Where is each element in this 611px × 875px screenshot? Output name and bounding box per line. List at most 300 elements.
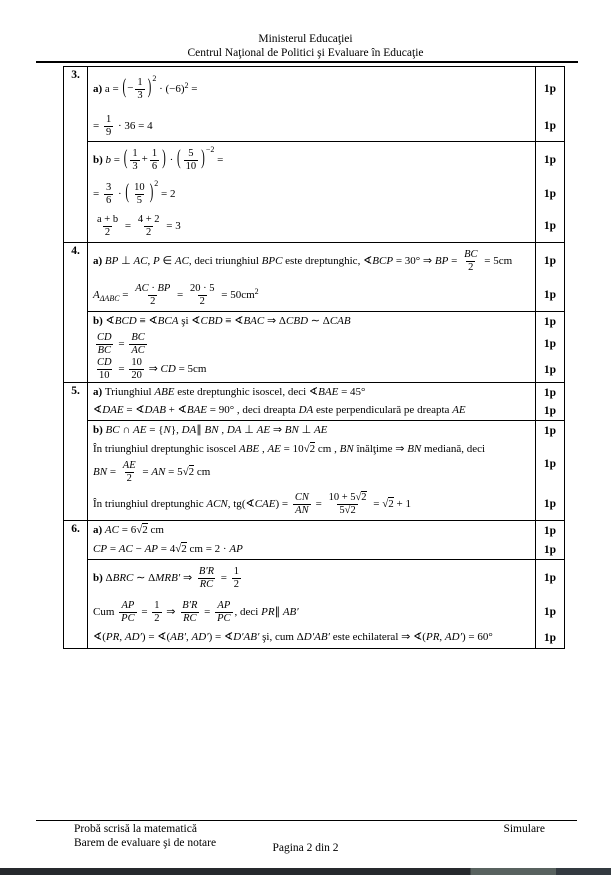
text: = 90° , deci dreapta	[207, 404, 299, 417]
math-variable: B′R	[198, 565, 215, 577]
sqrt: √2	[175, 542, 187, 555]
math-variable: RC	[199, 578, 214, 590]
problem-row	[64, 520, 564, 648]
text: =	[139, 466, 152, 479]
superscript: 2	[184, 80, 189, 90]
text: ⇒	[163, 605, 179, 618]
fraction: $\frac{AE}{2}$	[122, 460, 136, 484]
text: ⇒	[270, 423, 285, 436]
text: ) = ∢	[208, 631, 234, 644]
text: ) = ∢(	[141, 631, 171, 644]
math-variable: BP	[157, 282, 171, 294]
math-variable: AB′	[170, 631, 187, 644]
points-value: 1p	[543, 606, 557, 618]
math-variable: ABE	[239, 443, 260, 456]
sqrt: √2	[355, 491, 367, 503]
text: este perpendiculară pe dreapta	[313, 404, 453, 417]
points-value: 1p	[543, 83, 557, 95]
points-column	[535, 312, 564, 382]
math-variable: BN	[204, 423, 219, 436]
text: cm	[147, 523, 164, 536]
math-variable: DAB	[144, 404, 166, 417]
text-bold: b)	[93, 153, 106, 166]
text: ∼ Δ	[133, 571, 156, 584]
points-value: 1p	[543, 363, 557, 376]
math-variable: AN	[295, 504, 309, 516]
points-value: 1p	[543, 458, 557, 470]
text: =	[201, 605, 214, 618]
solution-content	[88, 521, 535, 559]
sqrt: √2	[182, 466, 195, 479]
solution-line	[88, 540, 535, 559]
math-variable: AD′	[444, 631, 462, 644]
math-variable: BN	[284, 423, 299, 436]
text: cm = 2 ·	[186, 542, 230, 555]
text: În triunghiul dreptunghic isoscel	[93, 443, 240, 456]
text-bold: a)	[93, 523, 105, 536]
math-variable: CBD	[200, 314, 223, 327]
problem-row	[64, 242, 564, 382]
text: ·	[166, 153, 176, 166]
text: = {	[146, 423, 164, 436]
math-variable: CAB	[329, 314, 351, 327]
math-variable: DAE	[102, 404, 124, 417]
text: ,	[218, 423, 227, 436]
text: + ∢	[165, 404, 187, 417]
text: =	[111, 153, 123, 166]
fraction: $\frac{1}{2}$	[233, 565, 240, 590]
math-variable: BC	[97, 344, 111, 356]
math-variable: P	[153, 254, 160, 267]
text: =	[448, 254, 461, 267]
text: ·	[148, 282, 158, 294]
text: =	[107, 466, 119, 479]
points-column	[535, 521, 564, 559]
solution-line	[88, 279, 535, 311]
points-column	[535, 383, 564, 420]
fraction: $\frac{CD}{10}$	[97, 357, 112, 381]
math-variable: BRC	[112, 571, 134, 584]
text: 5	[339, 504, 345, 516]
text: ) =	[275, 497, 291, 510]
solution-line	[88, 210, 535, 242]
solution-line	[88, 440, 535, 488]
text: înălţime ⇒	[353, 443, 408, 456]
footer-line1	[74, 823, 545, 835]
math-variable: CD	[160, 363, 176, 376]
text: =	[138, 605, 151, 618]
text-bold: a)	[93, 82, 105, 95]
text: ,	[259, 443, 268, 456]
text: =	[93, 187, 102, 200]
math-variable: AE	[267, 443, 281, 456]
fraction	[293, 492, 311, 517]
header-rule	[36, 61, 578, 63]
math-variable: CAE	[254, 497, 276, 510]
text-bold: a)	[93, 254, 105, 267]
solution-line	[88, 142, 535, 178]
points-value: 1p	[543, 220, 557, 232]
fraction	[215, 600, 232, 625]
math-variable: PR	[261, 605, 275, 618]
text: =	[107, 542, 119, 555]
text: ≡ ∢	[136, 314, 158, 327]
text: (∢	[241, 497, 255, 510]
bottom-scan-bar	[0, 868, 611, 875]
math-variable: CD	[97, 357, 112, 369]
text: =	[370, 497, 383, 510]
text: este echilateral ⇒ ∢(	[329, 631, 426, 644]
solution-blocks	[88, 521, 564, 648]
fraction: $\frac{5}{10}$	[185, 147, 197, 172]
text: şi ∢	[178, 314, 201, 327]
math-variable: b	[105, 153, 112, 166]
text: este dreptunghic isoscel, deci ∢	[174, 385, 319, 398]
fraction: $\frac{1}{3}$	[132, 147, 138, 172]
text: a =	[104, 82, 122, 95]
text: = 45°	[338, 385, 366, 398]
problem-row	[64, 382, 564, 520]
points-column	[535, 142, 564, 242]
text: ,	[119, 631, 125, 644]
points-value: 1p	[543, 289, 557, 301]
math-variable: CBD	[286, 314, 309, 327]
text: Triunghiul	[104, 385, 155, 398]
math-variable: CP	[93, 542, 108, 555]
math-variable: BC	[105, 423, 120, 436]
math-variable: PR	[105, 631, 120, 644]
math-variable: B′R	[182, 599, 198, 611]
math-variable: BAE	[186, 404, 208, 417]
text: = 6	[118, 523, 137, 536]
math-variable: AC	[131, 344, 145, 356]
points-value: 1p	[543, 632, 557, 644]
solution-content	[88, 383, 535, 420]
text: ,	[147, 254, 154, 267]
points-value: 1p	[543, 572, 557, 584]
text: =	[214, 153, 224, 166]
math-variable: A	[93, 288, 100, 301]
math-variable: BP	[104, 254, 119, 267]
solution-line	[88, 331, 535, 357]
points-column	[535, 67, 564, 141]
points-value: 1p	[543, 338, 557, 350]
text-bold: b)	[93, 571, 106, 584]
text: ∢	[105, 314, 115, 327]
math-variable: PC	[217, 612, 231, 624]
math-variable: BCP	[372, 254, 394, 267]
points-value: 1p	[543, 524, 557, 537]
text: ⇒	[145, 363, 161, 376]
points-value: 1p	[543, 255, 557, 267]
center-title: Centrul Naţional de Politici şi Evaluare în Educaţie	[187, 47, 424, 59]
text: ∩	[119, 423, 134, 436]
text: =	[218, 571, 230, 584]
math-variable: ACN	[206, 497, 228, 510]
text: , tg	[227, 497, 242, 510]
math-variable: AP	[121, 599, 135, 611]
math-variable: BC	[131, 331, 145, 343]
problem-number: 3.	[64, 67, 88, 242]
text: ⇒	[180, 571, 195, 584]
solution-line	[88, 596, 535, 628]
text: = 5	[165, 466, 183, 479]
solution-content	[88, 67, 535, 141]
text: , deci	[234, 605, 262, 618]
fraction: $\frac{1}{3}$	[137, 76, 143, 101]
text: ⇒ Δ	[264, 314, 287, 327]
points-value: 1p	[543, 315, 557, 328]
text: = ∢	[123, 404, 145, 417]
text: −	[127, 82, 134, 95]
math-variable: AP	[229, 542, 243, 555]
fraction	[180, 600, 199, 625]
text: ) = 60°	[462, 631, 493, 644]
math-variable: CN	[294, 491, 309, 503]
fraction	[129, 332, 146, 357]
sqrt: √2	[136, 523, 148, 536]
math-variable: AC	[133, 254, 148, 267]
subscript: ΔABC	[99, 293, 120, 303]
solution-line	[88, 111, 535, 141]
points-column	[535, 243, 564, 311]
math-variable: AP	[217, 599, 231, 611]
points-column	[535, 421, 564, 520]
math-variable: AD′	[191, 631, 209, 644]
math-variable: AP	[144, 542, 159, 555]
text: ,	[439, 631, 445, 644]
math-variable: RC	[183, 612, 197, 624]
problem-number: 4.	[64, 243, 88, 382]
points-column	[535, 560, 564, 648]
solution-line	[88, 488, 535, 520]
solution-block	[88, 559, 564, 648]
text: ∢	[93, 404, 103, 417]
text: = 2	[158, 187, 176, 200]
points-value: 1p	[543, 386, 557, 399]
fraction: $\frac{10}{5}$	[134, 181, 145, 206]
math-variable: DA	[181, 423, 197, 436]
paren-group: ( $\frac{1}{3}$ + $\frac{1}{6}$ )	[123, 146, 166, 172]
solution-line	[88, 243, 535, 279]
text: =	[122, 219, 134, 232]
points-value: 1p	[543, 498, 557, 510]
solution-line	[88, 67, 535, 111]
fraction: $\frac{1}{9}$	[105, 113, 112, 138]
text: },	[170, 423, 182, 436]
math-variable: BAE	[318, 385, 339, 398]
paren-group: ( $\frac{5}{10}$ ) $^{-2}$	[176, 144, 215, 172]
solution-blocks	[88, 383, 564, 520]
fraction: $\frac{a + b}{2}$	[97, 213, 119, 238]
problem-number: 5.	[64, 383, 88, 520]
text: =	[312, 497, 325, 510]
points-value: 1p	[543, 543, 557, 556]
math-variable: AC	[174, 254, 189, 267]
text: În triunghiul dreptunghic	[93, 497, 207, 510]
math-variable: AE	[313, 423, 328, 436]
fraction: $\frac{4 + 2}{2}$	[137, 213, 160, 238]
superscript: 2	[254, 286, 259, 296]
solution-blocks	[88, 243, 564, 382]
text-bold: b)	[93, 314, 106, 327]
solution-line	[88, 178, 535, 210]
math-variable: AE	[133, 423, 147, 436]
math-variable: AN	[151, 466, 166, 479]
math-variable: D′AB′	[233, 631, 260, 644]
points-value: 1p	[543, 188, 557, 200]
text: ≡ ∢	[222, 314, 244, 327]
math-variable: AC	[104, 523, 119, 536]
solution-block	[88, 521, 564, 559]
text: Δ	[105, 571, 113, 584]
math-variable: AC	[135, 282, 149, 294]
points-value: 1p	[543, 120, 557, 132]
solution-content	[88, 142, 535, 242]
text: =	[174, 288, 186, 301]
problem-row	[64, 67, 564, 242]
math-variable: CD	[97, 331, 112, 343]
text: ∼ Δ	[308, 314, 330, 327]
solution-block	[88, 383, 564, 420]
math-variable: BP	[434, 254, 449, 267]
text: · 36 = 4	[115, 119, 153, 132]
fraction: $\frac{BC}{2}$	[464, 248, 478, 273]
math-variable: BN	[93, 466, 108, 479]
text: ⊥	[118, 254, 134, 267]
fraction: $\frac{1}{2}$	[154, 599, 160, 624]
text: ∥	[196, 423, 205, 436]
solution-line	[88, 521, 535, 540]
paren-group: ( $\frac{10}{5}$ ) $^2$	[125, 178, 159, 206]
math-variable: BPC	[261, 254, 283, 267]
math-variable: MRB′	[155, 571, 181, 584]
text: +	[141, 153, 148, 166]
scoring-table	[63, 66, 565, 649]
text: = 10	[280, 443, 304, 456]
solution-line	[88, 560, 535, 596]
problem-number: 6.	[64, 521, 88, 648]
solution-content	[88, 560, 535, 648]
points-value: 1p	[543, 424, 557, 437]
text: =	[93, 119, 102, 132]
solution-line	[88, 421, 535, 440]
text: = 5cm	[481, 254, 513, 267]
math-variable: DA	[226, 423, 242, 436]
text: ⊥	[241, 423, 257, 436]
fraction	[119, 600, 136, 625]
text: ·	[115, 187, 125, 200]
fraction: $\frac{3}{6}$	[105, 181, 112, 206]
text: 10 + 5	[328, 491, 356, 503]
document-header	[0, 32, 611, 60]
math-variable: D′AB′	[303, 631, 330, 644]
solution-line	[88, 402, 535, 420]
math-variable: AE	[122, 460, 136, 472]
text: =	[115, 337, 128, 350]
fraction	[95, 332, 114, 357]
math-variable: ABE	[154, 385, 175, 398]
text: este dreptunghic, ∢	[282, 254, 373, 267]
math-variable: BN	[407, 443, 422, 456]
fraction	[197, 566, 216, 591]
math-variable: PC	[121, 612, 135, 624]
page-number: Pagina 2 din 2	[272, 842, 339, 854]
text: = 4	[158, 542, 176, 555]
footer-exam-name: Probă scrisă la matematică	[74, 823, 197, 835]
solution-content	[88, 421, 535, 520]
footer-session: Simulare	[503, 823, 545, 835]
solution-block	[88, 311, 564, 382]
solution-block	[88, 243, 564, 311]
math-variable: DA	[298, 404, 314, 417]
math-variable: BCD	[114, 314, 137, 327]
math-variable: BC	[464, 248, 478, 260]
math-variable: AE	[256, 423, 271, 436]
fraction: $\frac{20 \cdot 5}{2}$	[189, 282, 215, 307]
text: ∢(	[93, 631, 106, 644]
math-variable: AD′	[124, 631, 142, 644]
points-value: 1p	[543, 405, 557, 417]
text-bold: b)	[93, 423, 106, 436]
solution-line	[88, 628, 535, 648]
text: =	[188, 82, 198, 95]
text: mediană, deci	[421, 443, 486, 456]
fraction: $\frac{1}{6}$	[151, 147, 158, 172]
solution-content	[88, 312, 535, 382]
math-variable: BCA	[157, 314, 179, 327]
text: , deci triunghiul	[188, 254, 262, 267]
text: ⊥	[298, 423, 314, 436]
text: = 5cm	[175, 363, 207, 376]
math-variable: PR	[425, 631, 440, 644]
footer-rule	[36, 820, 577, 821]
text: = 50cm	[218, 288, 255, 301]
math-variable: N	[163, 423, 171, 436]
solution-block	[88, 67, 564, 141]
solution-line	[88, 383, 535, 402]
math-variable: AE	[452, 404, 466, 417]
solution-line	[88, 312, 535, 331]
math-variable: AB′	[282, 605, 299, 618]
fraction	[327, 492, 369, 517]
text: ∈	[159, 254, 175, 267]
text: + 1	[393, 497, 412, 510]
text: şi, cum Δ	[259, 631, 304, 644]
sqrt: √2	[344, 504, 356, 516]
math-variable: BN	[339, 443, 354, 456]
math-variable: BAC	[243, 314, 265, 327]
sqrt: √2	[303, 443, 316, 456]
solution-blocks	[88, 67, 564, 242]
points-value: 1p	[543, 154, 557, 166]
solution-line	[88, 357, 535, 382]
ministry-title: Ministerul Educaţiei	[258, 33, 353, 45]
text: =	[115, 363, 128, 376]
footer-barem-label: Barem de evaluare şi de notare	[74, 837, 217, 849]
solution-block	[88, 420, 564, 520]
text: ,	[186, 631, 192, 644]
solution-block	[88, 141, 564, 242]
solution-content	[88, 243, 535, 311]
math-variable: AC	[118, 542, 133, 555]
text: · (−6)	[156, 82, 185, 95]
text: = 30° ⇒	[393, 254, 435, 267]
text: Cum	[93, 605, 118, 618]
fraction: $\frac{10}{20}$	[131, 357, 142, 381]
text: cm ,	[315, 443, 340, 456]
text: =	[119, 288, 132, 301]
